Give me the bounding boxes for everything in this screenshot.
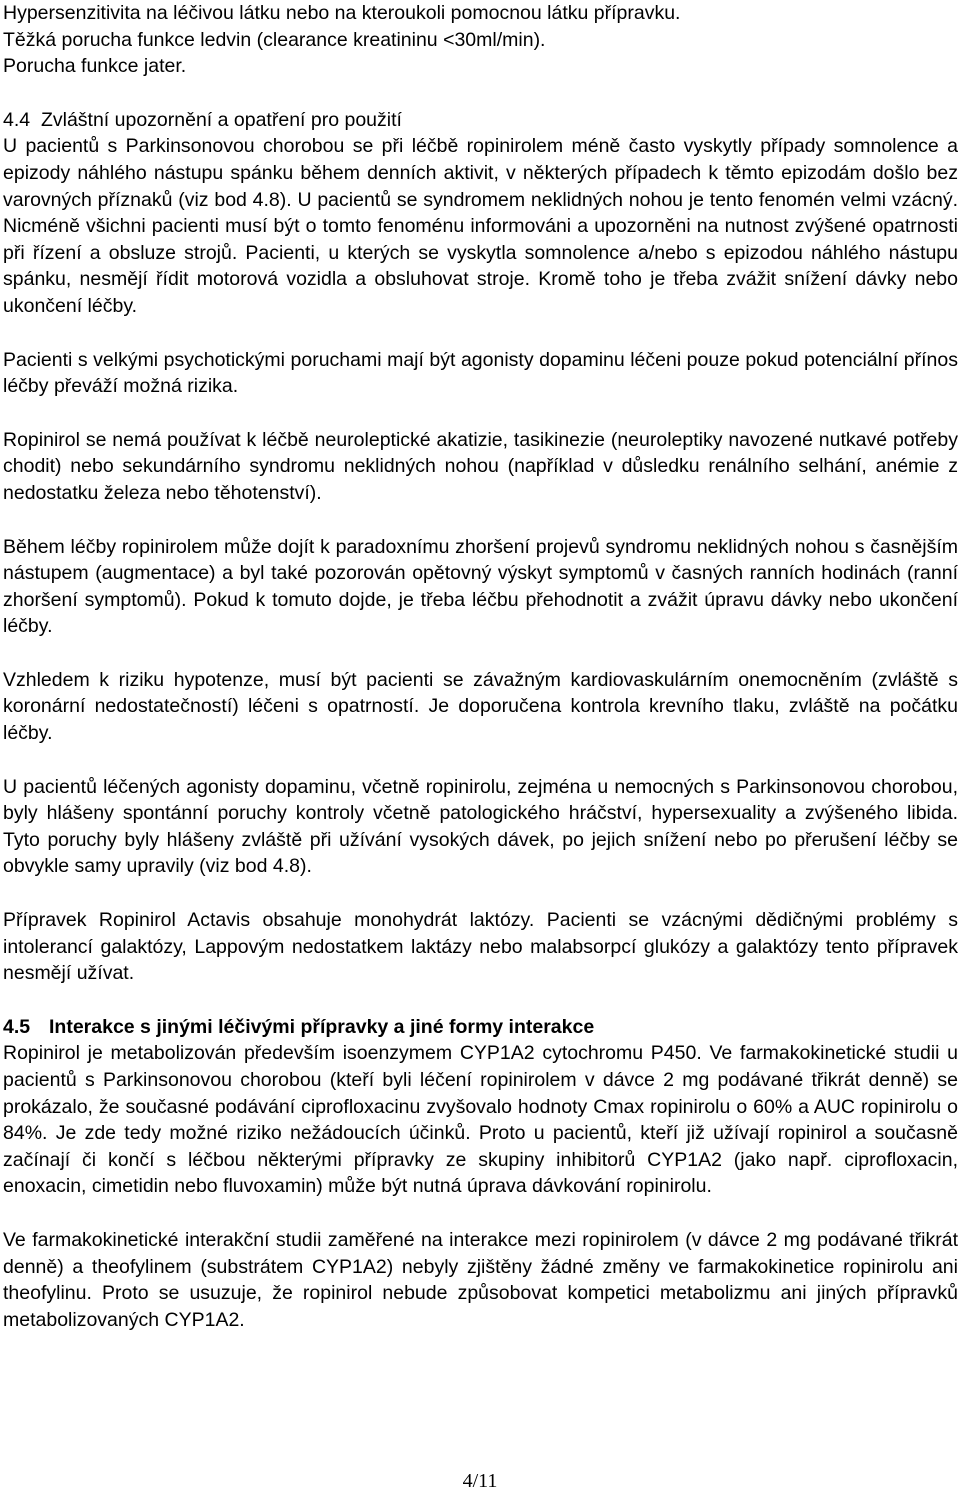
page-number: 4/11 xyxy=(462,1470,498,1492)
contraindication-line: Hypersenzitivita na léčivou látku nebo na kteroukoli pomocnou látku přípravku. xyxy=(3,2,681,24)
paragraph: Ropinirol se nemá používat k léčbě neuroleptické akatizie, tasikinezie (neuroleptiky navozené nutkavé potřeby chodit) nebo sekundárního syndromu neklidných nohou (například v důsledku renálního selhání, anémie z nedostatku železa nebo těhotenství). xyxy=(3,428,958,504)
paragraph: Ropinirol je metabolizován především isoenzymem CYP1A2 cytochromu P450. Ve farmakokinetické studii u pacientů s Parkinsonovou chorobou (kteří byli léčení ropinirolem v dávce 2 mg podávané třikrát denně) se prokázalo, že současné podávání ciprofloxacinu zvyšovalo hodnoty Cmax ropinirolu o 60% a AUC ropinirolu o 84%. Je zde tedy možné riziko nežádoucích účinků. Proto u pacientů, kteří již užívají ropinirol a současně začínají či končí s léčbou některými přípravky ze skupiny inhibitorů CYP1A2 (jako např. ciprofloxacin, enoxacin, cimetidin nebo fluvoxamin) může být nutná úprava dávkování ropinirolu. xyxy=(3,1042,958,1198)
paragraph: U pacientů léčených agonisty dopaminu, včetně ropinirolu, zejména u nemocných s Parkinsonovou chorobou, byly hlášeny spontánní poruchy kontroly včetně patologického hráčství, hypersexuality a zvýšeného libida. Tyto poruchy byly hlášeny zvláště při užívání vysokých dávek, po jejich snížení nebo po přerušení léčby se obvykle samy upravily (viz bod 4.8). xyxy=(3,775,958,878)
section-number: 4.4 xyxy=(3,108,31,131)
paragraph: U pacientů s Parkinsonovou chorobou se při léčbě ropinirolem méně často vyskytly případy somnolence a epizody náhlého nástupu spánku během denních aktivit, v některých případech k těmto epizodám došlo bez varovných příznaků (viz bod 4.8). U pacientů se syndromem neklidných nohou je tento fenomén velmi vzácný. Nicméně všichni pacienti musí být o tomto fenoménu informováni a upozorněni na nutnost zvýšené opatrnosti při řízení a obsluze strojů. Pacienti, u kterých se vyskytla somnolence a/nebo s epizodou náhlého nástupu spánku, nesmějí řídit motorová vozidla a obsluhovat stroje. Kromě toho je třeba zvážit snížení dávky nebo ukončení léčby. xyxy=(3,135,958,317)
section-heading xyxy=(3,107,958,134)
section-4-5 xyxy=(3,1014,958,1334)
contraindication-line: Těžká porucha funkce ledvin (clearance kreatininu <30ml/min). xyxy=(3,28,546,51)
paragraph: Pacienti s velkými psychotickými poruchami mají být agonisty dopaminu léčeni pouze pokud potenciální přínos léčby převáží možná rizika. xyxy=(3,348,958,398)
paragraph: Během léčby ropinirolem může dojít k paradoxnímu zhoršení projevů syndromu neklidných nohou s časnějším nástupem (augmentace) a byl také pozorován opětovný výskyt symptomů v časných ranních hodinách (ranní zhoršení symptomů). Pokud k tomuto dojde, je třeba léčbu přehodnotit a zvážit úpravu dávky nebo ukončení léčby. xyxy=(3,535,958,638)
contraindication-line: Poruchа funkce jater. xyxy=(3,55,187,78)
section-4-4 xyxy=(3,107,958,987)
section-title: Interakce s jinými léčivými přípravky a jiné formy interakce xyxy=(49,1015,595,1038)
section-number: 4.5 xyxy=(3,1015,31,1038)
paragraph: Přípravek Ropinirol Actavis obsahuje monohydrát laktózy. Pacienti se vzácnými dědičnými problémy s intolerancí galaktózy, Lappovým nedostatkem laktázy nebo malabsorpcí glukózy a galaktózy tento přípravek nesmějí užívat. xyxy=(3,909,958,985)
contraindications-list xyxy=(3,0,958,80)
document-page xyxy=(3,0,958,1333)
paragraph: Vzhledem k riziku hypotenze, musí být pacienti se závažným kardiovaskulárním onemocněním (zvláště s koronární nedostatečností) léčeni s opatrností. Je doporučena kontrola krevního tlaku, zvláště na počátku léčby. xyxy=(3,668,958,745)
paragraph: Ve farmakokinetické interakční studii zaměřené na interakce mezi ropinirolem (v dávce 2 mg podávané třikrát denně) a theofylinem (substrátem CYP1A2) nebyly zjištěny žádné změny ve farmakokinetice ropinirolu ani theofylinu. Proto se usuzuje, že ropinirol nebude způsobovat kompetici metabolizmu ani jiných přípravků metabolizovaných CYP1A2. xyxy=(3,1228,958,1331)
section-title: Zvláštní upozornění a opatření pro použití xyxy=(40,108,402,131)
section-heading xyxy=(3,1014,958,1041)
